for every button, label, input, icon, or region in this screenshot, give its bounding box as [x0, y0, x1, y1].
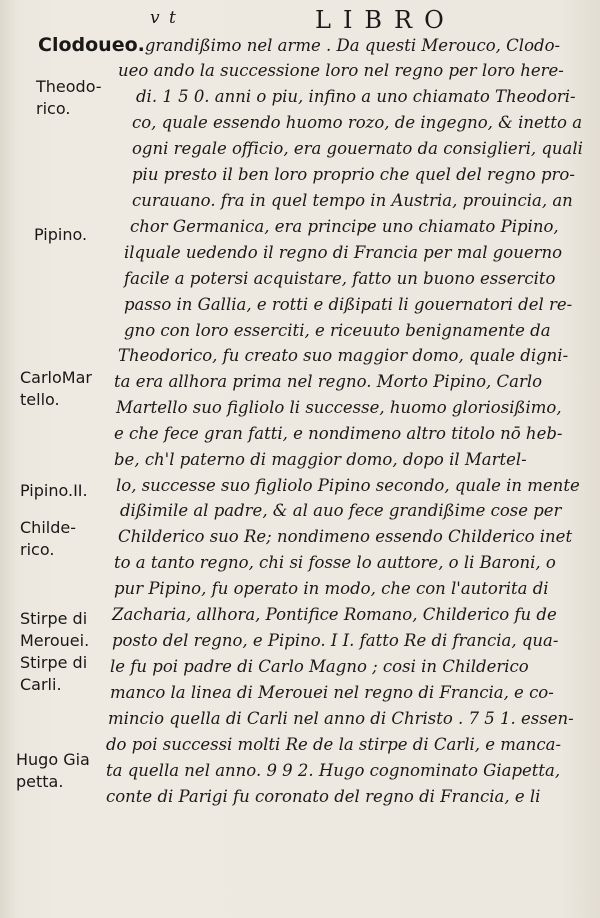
text-line	[38, 34, 560, 57]
margin-note-childerico: Childe- rico.	[20, 518, 76, 559]
text-line: curauano. fra in quel tempo in Austria, prouincia, an	[132, 191, 573, 210]
text-line: passo in Gallia, e rotti e dißipati li gouernatori del re-	[124, 295, 573, 314]
text-line: Theodorico, fu creato suo maggior domo, quale digni-	[118, 346, 569, 365]
text-line: ta era allhora prima nel regno. Morto Pipino, Carlo	[114, 372, 543, 391]
text-line: ta quella nel anno. 9 9 2. Hugo cognominato Giapetta,	[106, 761, 561, 780]
margin-note-pipino-ii: Pipino.II.	[20, 481, 88, 500]
text-line: gno con loro esserciti, e riceuuto benignamente da	[124, 321, 551, 340]
margin-note-theodorico: Theodo- rico.	[36, 77, 102, 118]
text-line: Martello suo figliolo li successe, huomo gloriosißimo,	[116, 398, 562, 417]
margin-note-pipino: Pipino.	[34, 225, 88, 244]
text-line: to a tanto regno, chi si fosse lo auttore, o li Baroni, o	[114, 553, 556, 572]
text-line: piu presto il ben loro proprio che quel del regno pro-	[132, 165, 575, 184]
text-line: Childerico suo Re; nondimeno essendo Childerico inet	[118, 527, 573, 546]
text-line: do poi successi molti Re de la stirpe di Carli, e manca-	[106, 735, 562, 754]
running-head: LIBRO	[315, 6, 456, 34]
text-line: ilquale uedendo il regno di Francia per mal gouerno	[124, 243, 563, 262]
margin-note-carlo-martello: CarloMar tello.	[20, 368, 92, 409]
text-line: Zacharia, allhora, Pontifice Romano, Childerico fu de	[112, 605, 557, 624]
first-line-lead: Clodoueo.	[38, 34, 145, 56]
text-line: be, ch'l paterno di maggior domo, dopo il Martel-	[114, 450, 527, 469]
folio-mark: v t	[150, 8, 178, 28]
text-line: le fu poi padre di Carlo Magno ; cosi in Childerico	[110, 657, 529, 676]
text-line: mincio quella di Carli nel anno di Christo . 7 5 1. essen-	[108, 709, 574, 728]
text-line: chor Germanica, era principe uno chiamato Pipino,	[130, 217, 559, 236]
text-line: posto del regno, e Pipino. I I. fatto Re di francia, qua-	[112, 631, 559, 650]
text-line: lo, successe suo figliolo Pipino secondo, quale in mente	[116, 476, 580, 495]
text-line: ueo ando la successione loro nel regno per loro here-	[118, 61, 564, 80]
text-line: e che fece gran fatti, e nondimeno altro titolo nō heb-	[114, 424, 563, 443]
text-line: conte di Parigi fu coronato del regno di Francia, e li	[106, 787, 541, 806]
margin-note-hugo-giapetta: Hugo Gia petta.	[16, 750, 90, 791]
text-line: co, quale essendo huomo rozo, de ingegno, & inetto a	[132, 113, 583, 132]
text-line: ogni regale officio, era gouernato da consiglieri, quali	[132, 139, 583, 158]
text-line: di. 1 5 0. anni o piu, infino a uno chiamato Theodori-	[136, 87, 576, 106]
text-line: manco la linea di Merouei nel regno di Francia, e co-	[110, 683, 554, 702]
text-line: facile a potersi acquistare, fatto un buono essercito	[124, 269, 556, 288]
first-line-rest: grandißimo nel arme . Da questi Merouco, Clodo-	[144, 36, 561, 55]
margin-note-stirpe: Stirpe di Merouei. Stirpe di Carli.	[20, 609, 90, 694]
text-line: pur Pipino, fu operato in modo, che con l'autorita di	[114, 579, 549, 598]
text-line: dißimile al padre, & al auo fece grandißime cose per	[120, 501, 562, 520]
